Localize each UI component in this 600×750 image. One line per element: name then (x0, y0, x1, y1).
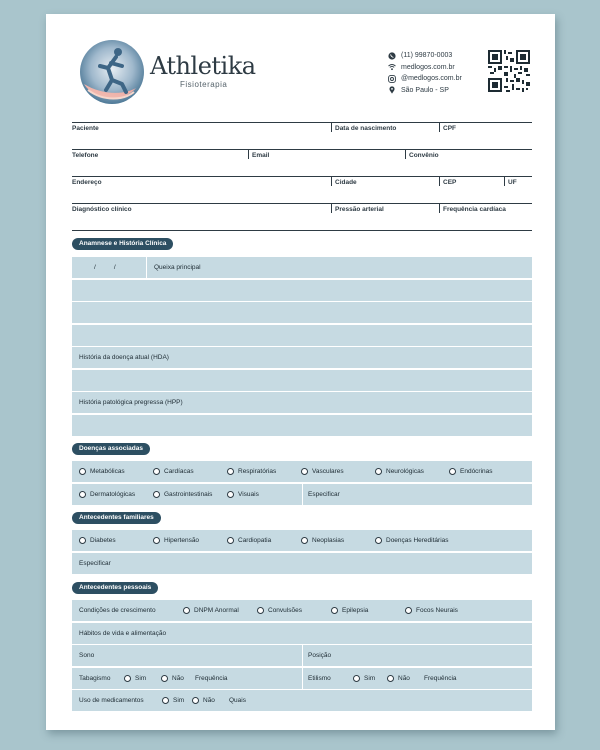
contact-instagram (388, 73, 462, 85)
option-label: Não (398, 674, 410, 682)
crescimento-label: Condições de crescimento (79, 607, 156, 614)
field-divider (405, 150, 406, 159)
option-label: Focos Neurais (416, 607, 458, 614)
blank-row[interactable] (72, 302, 532, 323)
option-label: Vasculares (312, 468, 344, 475)
option-medicamentos-sim[interactable] (162, 697, 192, 704)
option-label: Endócrinas (460, 468, 493, 475)
cep-label: CEP (443, 179, 457, 186)
tabagismo-row (72, 668, 532, 689)
option-dermatologicas[interactable] (79, 491, 153, 498)
etilismo-frequencia[interactable]: Frequência (424, 674, 457, 682)
radio-icon[interactable] (227, 491, 234, 498)
etilismo-cell (302, 668, 532, 689)
radio-icon[interactable] (331, 607, 338, 614)
option-metabolicas[interactable] (79, 468, 153, 475)
crescimento-cell (72, 600, 532, 621)
radio-icon[interactable] (192, 697, 199, 704)
option-label: Metabólicas (90, 468, 125, 475)
radio-icon[interactable] (153, 491, 160, 498)
blank-row[interactable] (72, 415, 532, 436)
option-label: Doenças Hereditárias (386, 537, 449, 544)
tabagismo-cell (72, 668, 302, 689)
contact-instagram-text: @medlogos.com.br (401, 75, 462, 83)
posicao-field[interactable]: Posição (302, 645, 532, 666)
anamnese-rows (72, 257, 532, 437)
blank-row[interactable] (72, 325, 532, 346)
option-epilepsia[interactable] (331, 607, 405, 614)
radio-icon[interactable] (162, 697, 169, 704)
option-tabagismo-sim[interactable] (124, 675, 161, 682)
paciente-label: Paciente (72, 125, 99, 132)
telefone-label: Telefone (72, 152, 99, 159)
tabagismo-label: Tabagismo (79, 674, 111, 682)
medicamentos-quais[interactable]: Quais (229, 697, 246, 704)
field-divider (439, 204, 440, 213)
hpp-label: História patológica pregressa (HPP) (79, 399, 183, 406)
field-divider (331, 123, 332, 132)
radio-icon[interactable] (79, 468, 86, 475)
blank-row[interactable] (72, 370, 532, 391)
option-gastrointestinais[interactable] (153, 491, 227, 498)
queixa-label: Queixa principal (146, 257, 532, 278)
date-field[interactable]: / / (94, 264, 116, 271)
doencas-options-1 (72, 461, 532, 482)
radio-icon[interactable] (227, 468, 234, 475)
radio-icon[interactable] (405, 607, 412, 614)
contact-website (388, 62, 462, 74)
option-label: Visuais (238, 490, 259, 498)
option-label: Hipertensão (164, 537, 200, 544)
cpf-label: CPF (443, 125, 456, 132)
radio-icon[interactable] (153, 537, 160, 544)
medicamentos-cell (72, 690, 532, 711)
familiares-especificar-label: Especificar (79, 559, 111, 567)
sono-row (72, 645, 532, 666)
option-cardiacas[interactable] (153, 468, 227, 475)
doencas-options-2 (72, 484, 302, 505)
radio-icon[interactable] (301, 537, 308, 544)
section-pill-familiares: Antecedentes familiares (72, 512, 161, 524)
option-label: Dermatológicas (90, 490, 136, 498)
section-pill-pessoais: Antecedentes pessoais (72, 582, 158, 594)
option-label: Sim (173, 697, 185, 704)
doencas-especificar-field[interactable]: Especificar (302, 484, 532, 505)
etilismo-label: Etilismo (308, 674, 331, 682)
radio-icon[interactable] (153, 468, 160, 475)
option-neoplasias[interactable] (301, 537, 375, 544)
section-pill-anamnese: Anamnese e História Clínica (72, 238, 173, 250)
option-convulsoes[interactable] (257, 607, 331, 614)
cidade-label: Cidade (335, 179, 357, 186)
option-respiratorias[interactable] (227, 468, 301, 475)
form-page (46, 14, 555, 730)
section-pill-doencas: Doenças associadas (72, 443, 150, 455)
option-label: Epilepsia (342, 607, 369, 614)
radio-icon[interactable] (257, 607, 264, 614)
uf-label: UF (508, 179, 517, 186)
contact-phone (388, 50, 462, 62)
field-line (72, 230, 532, 231)
radio-icon[interactable] (353, 675, 360, 682)
radio-icon[interactable] (79, 491, 86, 498)
field-divider (439, 177, 440, 186)
option-label: DNPM Anormal (194, 607, 239, 614)
diagnostico-label: Diagnóstico clínico (72, 206, 132, 213)
queixa-row[interactable] (72, 257, 532, 278)
field-line (72, 122, 532, 123)
pressao-label: Pressão arterial (335, 206, 384, 213)
option-label: Respiratórias (238, 468, 277, 475)
option-label: Sim (135, 674, 147, 682)
radio-icon[interactable] (301, 468, 308, 475)
contact-location-text: São Paulo - SP (401, 86, 449, 94)
radio-icon[interactable] (375, 468, 382, 475)
medicamentos-label: Uso de medicamentos (79, 697, 144, 704)
doencas-row-2 (72, 484, 532, 505)
contact-block (388, 50, 462, 96)
option-hereditarias[interactable] (375, 537, 449, 544)
option-label: Sim (364, 674, 376, 682)
radio-icon[interactable] (449, 468, 456, 475)
familiares-rows (72, 530, 532, 575)
whatsapp-icon (388, 52, 396, 60)
contact-website-text: medlogos.com.br (401, 63, 455, 71)
field-divider (439, 123, 440, 132)
hda-row[interactable] (72, 347, 532, 368)
radio-icon[interactable] (375, 537, 382, 544)
location-pin-icon (388, 86, 396, 94)
option-medicamentos-nao[interactable] (192, 697, 229, 704)
contact-phone-text: (11) 99870-0003 (401, 52, 453, 60)
doencas-rows (72, 461, 532, 506)
option-label: Cardiopatia (238, 537, 272, 544)
radio-icon[interactable] (227, 537, 234, 544)
option-dnpm[interactable] (183, 607, 257, 614)
option-label: Não (172, 674, 184, 682)
pessoais-rows (72, 600, 532, 713)
option-endocrinas[interactable] (449, 468, 493, 475)
hda-label: História da doença atual (HDA) (79, 354, 169, 361)
endereco-label: Endereço (72, 179, 102, 186)
field-line (72, 203, 532, 204)
option-etilismo-sim[interactable] (353, 675, 387, 682)
runner-logo-icon (78, 38, 146, 106)
field-divider (331, 204, 332, 213)
hpp-row[interactable] (72, 392, 532, 413)
doencas-row-1 (72, 461, 532, 482)
habitos-label: Hábitos de vida e alimentação (79, 629, 167, 637)
familiares-especificar-row[interactable] (72, 553, 532, 574)
option-vasculares[interactable] (301, 468, 375, 475)
field-line (72, 176, 532, 177)
option-label: Cardíacas (164, 468, 194, 475)
option-label: Neurológicas (386, 468, 424, 475)
option-focos-neurais[interactable] (405, 607, 458, 614)
radio-icon[interactable] (387, 675, 394, 682)
frequencia-label: Frequência cardíaca (443, 206, 506, 213)
habitos-row[interactable] (72, 623, 532, 644)
convenio-label: Convênio (409, 152, 439, 159)
field-divider (504, 177, 505, 186)
option-etilismo-nao[interactable] (387, 675, 424, 682)
option-label: Convulsões (268, 607, 302, 614)
sono-field[interactable]: Sono (79, 652, 95, 659)
field-divider (248, 150, 249, 159)
option-tabagismo-nao[interactable] (161, 675, 195, 682)
tabagismo-frequencia[interactable]: Frequência (195, 674, 228, 682)
medicamentos-row (72, 690, 532, 711)
option-hipertensao[interactable] (153, 537, 227, 544)
brand-subtitle: Fisioterapia (180, 80, 228, 89)
brand-name: Athletika (150, 52, 256, 80)
radio-icon[interactable] (161, 675, 168, 682)
option-label: Não (203, 697, 215, 704)
crescimento-row (72, 600, 532, 621)
radio-icon[interactable] (124, 675, 131, 682)
instagram-icon (388, 75, 396, 83)
familiares-row (72, 530, 532, 551)
field-line (72, 149, 532, 150)
option-neurologicas[interactable] (375, 468, 449, 475)
option-label: Gastrointestinais (164, 490, 213, 498)
option-diabetes[interactable] (79, 537, 153, 544)
field-divider (331, 177, 332, 186)
email-label: Email (252, 152, 270, 159)
radio-icon[interactable] (183, 607, 190, 614)
option-visuais[interactable] (227, 491, 259, 498)
wifi-icon (388, 63, 396, 71)
option-label: Diabetes (90, 537, 116, 544)
nascimento-label: Data de nascimento (335, 125, 397, 132)
blank-row[interactable] (72, 280, 532, 301)
qr-code-icon (486, 48, 532, 94)
contact-location (388, 85, 462, 97)
option-cardiopatia[interactable] (227, 537, 301, 544)
familiares-options (72, 530, 532, 551)
option-label: Neoplasias (312, 537, 345, 544)
radio-icon[interactable] (79, 537, 86, 544)
